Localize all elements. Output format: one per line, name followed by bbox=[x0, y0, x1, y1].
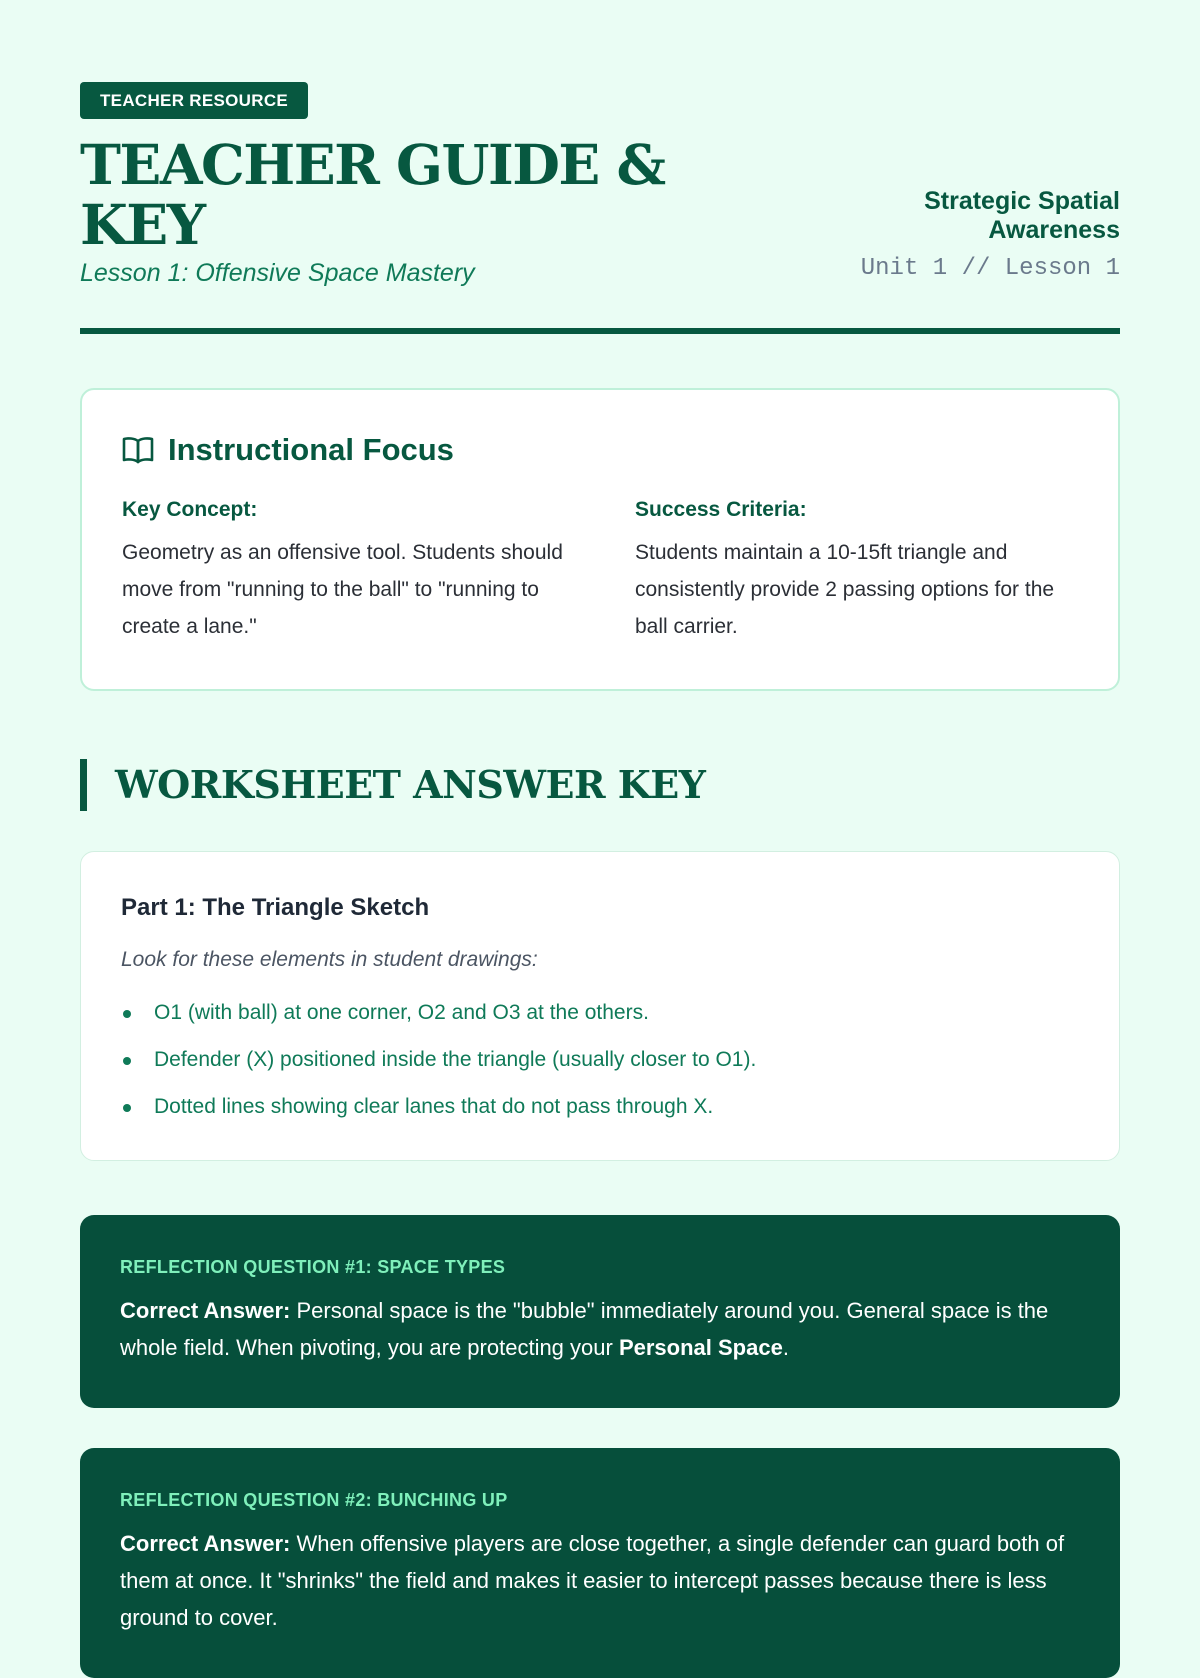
key-concept-text: Geometry as an offensive tool. Students should move from "running to the ball" to "running to create a lane." bbox=[122, 541, 563, 638]
list-item-text: Defender (X) positioned inside the triangle (usually closer to O1). bbox=[154, 1048, 757, 1071]
list-item-text: O1 (with ball) at one corner, O2 and O3 at the others. bbox=[154, 1001, 649, 1024]
part1-intro: Look for these elements in student drawings: bbox=[121, 948, 538, 971]
part1-card bbox=[80, 851, 1120, 1161]
reflection-2-text: When offensive players are close together, a single defender can guard both of them at once. It "shrinks" the field and makes it easier to intercept passes because there is less ground to cover. bbox=[120, 1531, 1065, 1630]
list-item bbox=[121, 1000, 1079, 1026]
list-item bbox=[121, 1094, 1079, 1120]
reflection-1-emphasis: Personal Space bbox=[618, 1335, 783, 1360]
success-criteria-text: Students maintain a 10-15ft triangle and consistently provide 2 passing options for the ball carrier. bbox=[635, 541, 1055, 638]
bullet-icon bbox=[123, 1057, 131, 1065]
page-title: TEACHER GUIDE & KEY bbox=[80, 132, 665, 257]
part1-list bbox=[121, 1000, 1079, 1120]
part1-title: Part 1: The Triangle Sketch bbox=[121, 894, 430, 921]
header-right bbox=[793, 187, 1120, 288]
list-item bbox=[121, 1047, 1079, 1073]
reflection-card-1 bbox=[80, 1215, 1120, 1408]
focus-columns bbox=[122, 498, 1078, 645]
header-left bbox=[80, 132, 793, 288]
focus-title-row bbox=[122, 432, 1078, 468]
bullet-icon bbox=[123, 1010, 131, 1018]
reflection-card-2 bbox=[80, 1448, 1120, 1678]
reflection-2-label: REFLECTION QUESTION #2: BUNCHING UP bbox=[120, 1490, 508, 1510]
course-name: Strategic Spatial Awareness bbox=[924, 187, 1120, 244]
reflection-1-text-end: . bbox=[782, 1335, 789, 1360]
key-concept-column bbox=[122, 498, 565, 645]
success-criteria-column bbox=[635, 498, 1078, 645]
correct-answer-label: Correct Answer: bbox=[120, 1531, 291, 1556]
lesson-subtitle: Lesson 1: Offensive Space Mastery bbox=[80, 259, 475, 287]
list-item-text: Dotted lines showing clear lanes that do not pass through X. bbox=[154, 1095, 714, 1118]
key-concept-label: Key Concept: bbox=[122, 498, 258, 521]
resource-badge: TEACHER RESOURCE bbox=[80, 82, 308, 119]
instructional-focus-card bbox=[80, 388, 1120, 691]
open-book-icon bbox=[122, 435, 154, 465]
header-row bbox=[80, 132, 1120, 334]
page-header bbox=[80, 82, 1120, 334]
reflection-1-label: REFLECTION QUESTION #1: SPACE TYPES bbox=[120, 1257, 506, 1277]
answer-key-heading: WORKSHEET ANSWER KEY bbox=[80, 759, 1120, 811]
success-criteria-label: Success Criteria: bbox=[635, 498, 807, 521]
reflection-1-text: Personal space is the "bubble" immediately around you. General space is the whole field. When pivoting, you are protecting your bbox=[120, 1298, 1049, 1360]
reflection-2-answer bbox=[120, 1525, 1080, 1636]
unit-code: Unit 1 // Lesson 1 bbox=[860, 255, 1120, 282]
focus-title: Instructional Focus bbox=[168, 432, 454, 467]
correct-answer-label: Correct Answer: bbox=[120, 1298, 291, 1323]
reflection-1-answer bbox=[120, 1292, 1080, 1366]
bullet-icon bbox=[123, 1104, 131, 1112]
